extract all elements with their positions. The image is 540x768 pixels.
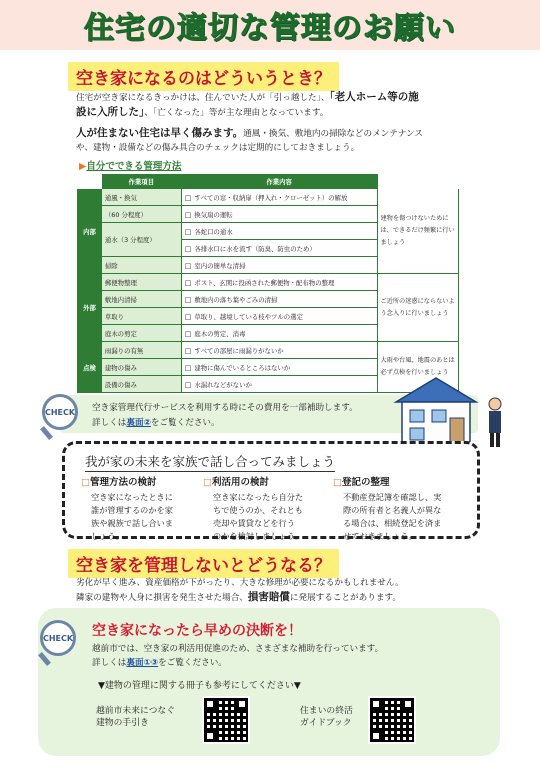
family-discussion-box [62,441,480,539]
qr-finder [370,730,382,742]
family-col-head-text: 管理方法の検討 [89,477,157,488]
risk-line-2b: 損害賠償 [247,591,290,603]
family-col-line: ちで使うのか、それとも [213,505,303,515]
table-header-row [78,175,459,189]
group-label-inspection: 点検 [78,342,102,393]
group-note-inside: 建物を傷つけないためには、できるだけ頻繁に行いましょう [377,189,459,274]
check-badge-text: CHECK [44,407,76,417]
table-content-text: 草取り、越境している枝やツルの選定 [194,312,303,321]
table-content-text: 敷地内の落ち葉やごみの清掃 [194,295,278,304]
intro-text-2b: 、「亡くなった」等が主な理由となっています。 [144,108,329,118]
table-header-blank-note [377,175,459,189]
intro-paragraph [76,90,419,120]
checkbox-icon: □ [184,210,192,219]
family-col-management [81,476,173,543]
booklet-1-line: 建物の手引き [96,718,149,728]
table-content-text: 換気扇の運転 [194,210,233,219]
table-header-content: 作業内容 [181,175,377,189]
family-col-registration [333,476,441,543]
table-content [181,206,377,223]
table-item: 草取り [101,308,181,325]
section-heading-when-vacant: 空き家になるのはどういうとき？ [68,62,339,91]
decision-line-2-suffix: をご覧ください。 [158,658,227,668]
subsidy-line-2-suffix: をご覧ください。 [150,418,220,428]
intro-text-1a: 住宅が空き家になるきっかけは、住んでいた人が「引っ越した」、 [76,93,330,103]
family-col-line: 空き家になったら自分た [213,492,304,502]
group-note-inspection: 大雨や台風、地震のあとは必ず点検を行いましょう [377,342,459,393]
table-item: 庭木の剪定 [101,325,181,342]
page-title: 住宅の適切な管理のお願い [84,11,456,46]
management-subheading [79,158,181,172]
family-col-body [343,491,441,543]
subsidy-line-1: 空き家管理代行サービスを利用する時にその費用を一部補助します。 [92,403,358,413]
family-col-line: のかを検討しましょう。 [213,531,304,541]
check-magnifier-icon [42,394,78,430]
house-with-person-icon [392,372,512,452]
checkbox-icon: □ [184,193,192,202]
group-label-outside: 外部 [78,274,102,342]
risk-line-1: 劣化が早く進み、資産価格が下がったり、大きな修理が必要になるかもしれません。 [76,578,404,588]
family-col-line: 際の所有者と名義人が異な [343,505,442,515]
checkbox-icon: □ [184,244,192,253]
square-bullet-icon: □ [81,477,90,488]
family-col-line: る場合は、相続登記を済ま [343,518,442,528]
triangle-bullet-icon: ▶ [79,161,87,172]
section-heading-no-management: 空き家を管理しないとどうなる？ [68,549,339,578]
family-col-head [203,476,303,489]
table-content-text: 各排水口に水を流す（防臭、防虫のため） [194,244,316,253]
table-header-item: 作業項目 [101,175,181,189]
checkbox-icon: □ [184,295,192,304]
risk-paragraph [76,576,404,605]
maintenance-paragraph [76,126,423,155]
table-content [181,223,377,240]
table-content [181,376,377,393]
decision-emphasis: 空き家になったら早めの決断を！ [92,623,302,639]
booklet-2-line: ガイドブック [300,718,352,728]
table-content [181,257,377,274]
table-item: 雨漏りの有無 [101,342,181,359]
checkbox-icon: □ [184,261,192,270]
table-content [181,189,377,206]
qr-finder [204,698,216,710]
group-label-inside: 内部 [78,189,102,274]
group-note-outside: ご近所の迷惑にならないよう念入りに行いましょう [377,274,459,342]
maintenance-text-1b: 通風・換気、敷地内の掃除などのメンテナンス [243,129,423,139]
family-discussion-title: 我が家の未来を家族で話し合ってみましょう [85,452,335,472]
back-page-link[interactable]: 裏面② [126,418,151,428]
table-item: 掃除 [101,257,181,274]
risk-line-2c: に発展することがあります。 [289,593,401,603]
family-col-line: 不動産登記簿を確認し、実 [343,492,442,502]
table-item: 建物の傷み [101,359,181,376]
decision-box [38,608,500,756]
back-page-link-2[interactable]: 裏面①③ [126,658,159,668]
table-content [181,308,377,325]
intro-text-2a: 設に入所した」 [76,106,145,118]
table-item: 設備の傷み [101,376,181,393]
table-content-text: すべての窓・収納扉（押入れ・クローゼット）の解放 [194,193,348,202]
qr-finder [236,698,248,710]
subsidy-line-2-prefix: 詳しくは [92,418,127,428]
checkbox-icon: □ [184,278,192,287]
square-bullet-icon: □ [203,477,212,488]
table-content-text: 庭木の剪定、消毒 [194,329,246,338]
family-col-line: せておきましょう。 [343,531,417,541]
qr-finder [370,698,382,710]
booklet-1-line: 越前市未来につなぐ [96,706,175,716]
qr-finder [402,698,414,710]
booklet-2-title [300,705,353,729]
intro-text-1b: 「老人ホーム等の施 [329,91,419,103]
family-col-head [333,476,441,489]
family-col-line: 族や親族で話し合いま [91,518,173,528]
qr-finder [204,730,216,742]
table-content [181,291,377,308]
table-item: 郵便物整理 [101,274,181,291]
table-item: 通水（3 分程度） [101,223,181,257]
table-item: 敷地内清掃 [101,291,181,308]
decision-line-1: 越前市では、空き家の利活用促進のため、さまざまな補助を行っています。 [92,644,384,654]
table-content-text: 室内の簡単な清掃 [194,261,246,270]
decision-line-2-prefix: 詳しくは [92,658,127,668]
table-row [78,189,459,206]
family-col-body [213,491,303,543]
check-badge-text-2: CHECK [42,633,74,643]
risk-line-2a: 隣家の建物や人身に損害を発生させた場合、 [76,593,248,603]
table-content-text: 建物に傷んでいるところはないか [194,363,291,372]
family-col-line: 売却や賃貸などを行う [213,518,295,528]
checkbox-icon: □ [184,380,192,389]
family-col-head-text: 登記の整理 [341,477,390,488]
table-content [181,342,377,359]
maintenance-text-2: や、建物・設備などの傷み具合のチェックは定期的にしておきましょう。 [76,143,360,153]
square-bullet-icon: □ [333,477,342,488]
checkbox-icon: □ [184,346,192,355]
table-item: 通風・換気 [101,189,181,206]
booklet-1-title [96,705,175,729]
family-col-utilization [203,476,303,543]
table-content [181,240,377,257]
maintenance-text-1a: 人が住まない住宅は早く傷みます。 [76,127,244,139]
checkbox-icon: □ [184,363,192,372]
family-col-head-text: 利活用の検討 [211,477,269,488]
table-content-text: 水漏れなどがないか [194,380,252,389]
decision-line-2 [92,656,227,668]
management-subheading-text: 自分でできる管理方法 [86,161,182,172]
booklet-reference: ▼建物の管理に関する冊子も参考にしてください▼ [98,681,301,691]
table-content-text: 各蛇口の通水 [194,227,233,236]
family-col-body [91,491,173,543]
qr-code-booklet-1[interactable] [202,696,250,744]
table-row [78,274,459,291]
table-content-text: ポスト、玄関に投函された郵便物・配布物の整理 [194,278,335,287]
table-header-blank [78,175,102,189]
family-col-line: 誰が管理するのかを家 [91,505,173,515]
table-content [181,325,377,342]
subsidy-line-2 [92,416,220,428]
checkbox-icon: □ [184,329,192,338]
qr-code-booklet-2[interactable] [368,696,416,744]
table-row [78,342,459,359]
family-col-line: 空き家になったときに [91,492,173,502]
table-content-text: すべての部屋に雨漏りがないか [194,346,284,355]
table-content [181,274,377,291]
table-item: （60 分程度） [101,206,181,223]
family-col-head [81,476,173,489]
family-col-line: しょう。 [91,531,124,541]
checkbox-icon: □ [184,227,192,236]
check-magnifier-icon-2 [40,620,76,656]
booklet-2-line: 住まいの終活 [300,706,353,716]
checkbox-icon: □ [184,312,192,321]
table-content [181,359,377,376]
header-banner [0,0,540,50]
management-table [77,174,459,393]
